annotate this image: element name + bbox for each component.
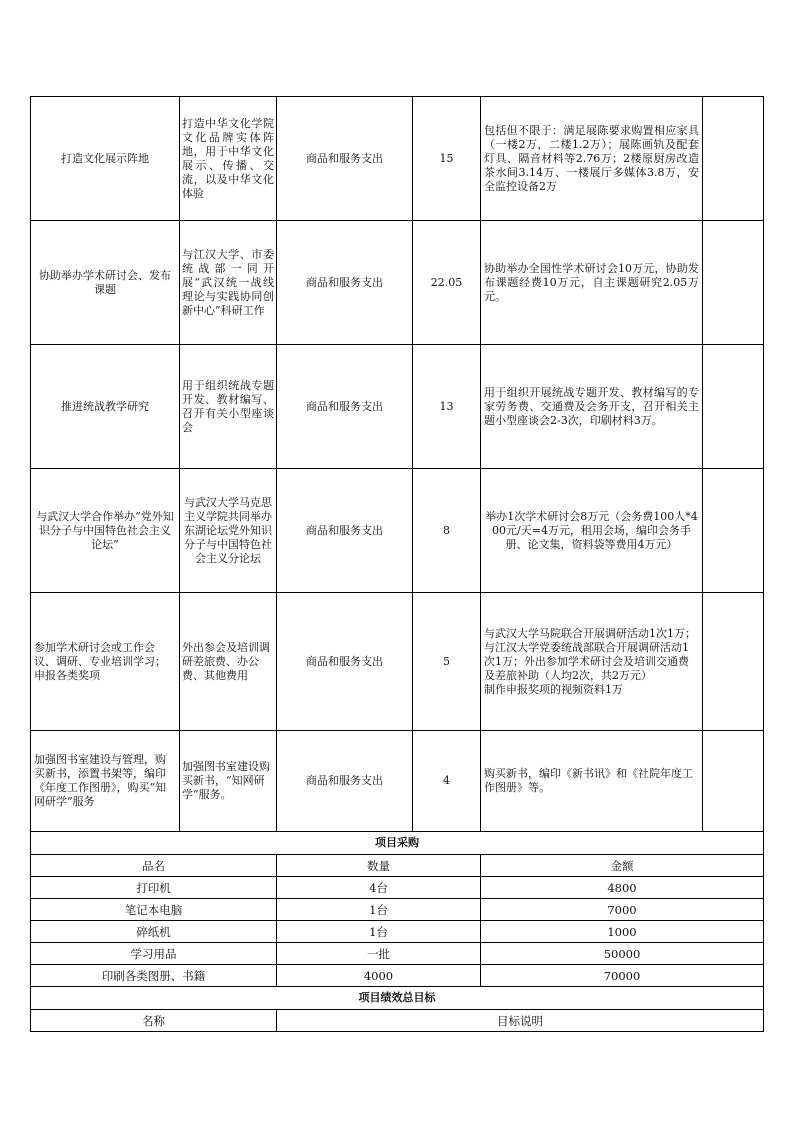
project-content: 与武汉大学马克思主义学院共同举办东湖论坛党外知识分子与中国特色社会主义分论坛 — [180, 469, 277, 593]
project-amount: 22.05 — [413, 221, 481, 345]
procurement-item-qty: 一批 — [277, 943, 481, 965]
procurement-item-amount: 4800 — [481, 877, 764, 899]
project-category: 商品和服务支出 — [277, 731, 413, 832]
project-category: 商品和服务支出 — [277, 97, 413, 221]
table-row — [31, 899, 764, 921]
procurement-header-name: 品名 — [31, 855, 277, 877]
project-detail — [481, 593, 703, 731]
project-note — [703, 221, 764, 345]
project-detail: 购买新书，编印《新书讯》和《社院年度工作图册》等。 — [481, 731, 703, 832]
table-row — [31, 731, 764, 832]
project-amount: 5 — [413, 593, 481, 731]
project-name: 推进统战教学研究 — [31, 345, 180, 469]
table-row — [31, 469, 764, 593]
project-amount: 4 — [413, 731, 481, 832]
project-detail: 举办1次学术研讨会8万元（会务费100人*400元/天=4万元，租用会场，编印会务手册、论文集，资料袋等费用4万元） — [481, 469, 703, 593]
project-category: 商品和服务支出 — [277, 593, 413, 731]
project-name: 打造文化展示阵地 — [31, 97, 180, 221]
table-row — [31, 943, 764, 965]
procurement-item-name: 学习用品 — [31, 943, 277, 965]
project-amount: 13 — [413, 345, 481, 469]
procurement-item-name: 笔记本电脑 — [31, 899, 277, 921]
project-content: 用于组织统战专题开发、教材编写、召开有关小型座谈会 — [180, 345, 277, 469]
table-row — [31, 921, 764, 943]
procurement-item-amount: 7000 — [481, 899, 764, 921]
procurement-title: 项目采购 — [31, 832, 764, 855]
project-name: 参加学术研讨会或工作会议、调研、专业培训学习；申报各类奖项 — [31, 593, 180, 731]
project-note — [703, 97, 764, 221]
project-detail: 协助举办全国性学术研讨会10万元，协助发布课题经费10万元，自主课题研究2.05万元。 — [481, 221, 703, 345]
project-amount: 15 — [413, 97, 481, 221]
table-row — [31, 221, 764, 345]
procurement-item-qty: 1台 — [277, 899, 481, 921]
procurement-item-amount: 50000 — [481, 943, 764, 965]
project-note — [703, 731, 764, 832]
performance-header-row — [31, 1010, 764, 1032]
project-content: 打造中华文化学院文化品牌实体阵地，用于中华文化展示、传播、交流，以及中华文化体验 — [180, 97, 277, 221]
project-category: 商品和服务支出 — [277, 221, 413, 345]
project-content: 加强图书室建设购买新书，“知网研学”服务。 — [180, 731, 277, 832]
table-row — [31, 965, 764, 987]
procurement-item-name: 印刷各类图册、书籍 — [31, 965, 277, 987]
procurement-header-qty: 数量 — [277, 855, 481, 877]
project-content: 外出参会及培训调研差旅费、办公费、其他费用 — [180, 593, 277, 731]
procurement-title-row — [31, 832, 764, 855]
project-detail: 用于组织开展统战专题开发、教材编写的专家劳务费、交通费及会务开支，召开相关主题小型座谈会2-3次，印刷材料3万。 — [481, 345, 703, 469]
procurement-item-qty: 4000 — [277, 965, 481, 987]
performance-title-row — [31, 987, 764, 1010]
project-name: 与武汉大学合作举办“党外知识分子与中国特色社会主义论坛” — [31, 469, 180, 593]
procurement-item-qty: 1台 — [277, 921, 481, 943]
procurement-item-amount: 1000 — [481, 921, 764, 943]
table-row — [31, 345, 764, 469]
performance-header-desc: 目标说明 — [277, 1010, 764, 1032]
project-detail-extra: 制作申报奖项的视频资料1万 — [484, 682, 623, 696]
procurement-item-name: 碎纸机 — [31, 921, 277, 943]
project-category: 商品和服务支出 — [277, 345, 413, 469]
project-category: 商品和服务支出 — [277, 469, 413, 593]
project-note — [703, 345, 764, 469]
table-row — [31, 877, 764, 899]
table-row — [31, 593, 764, 731]
procurement-header-amount: 金额 — [481, 855, 764, 877]
procurement-item-amount: 70000 — [481, 965, 764, 987]
project-detail: 包括但不限于：满足展陈要求购置相应家具（一楼2万，二楼1.2万）；展陈画轨及配套灯具、隔音材料等2.76万；2楼原厨房改造茶水间3.14万、一楼展厅多媒体3.8万，安全监控设备2万 — [481, 97, 703, 221]
project-name: 协助举办学术研讨会、发布课题 — [31, 221, 180, 345]
procurement-header-row — [31, 855, 764, 877]
table-row — [31, 97, 764, 221]
budget-table — [30, 96, 764, 1032]
project-detail-text: 与武汉大学马院联合开展调研活动1次1万；与江汉大学党委统战部联合开展调研活动1次1万；外出参加学术研讨会及培训交通费及差旅补助（人均2次，共2万元） — [484, 626, 696, 682]
project-name: 加强图书室建设与管理，购买新书，添置书架等，编印《年度工作图册》，购买“知网研学”服务 — [31, 731, 180, 832]
project-content: 与江汉大学、市委统战部一同开展“武汉统一战线理论与实践协同创新中心”科研工作 — [180, 221, 277, 345]
performance-header-name: 名称 — [31, 1010, 277, 1032]
procurement-item-name: 打印机 — [31, 877, 277, 899]
procurement-item-qty: 4台 — [277, 877, 481, 899]
project-note — [703, 593, 764, 731]
project-amount: 8 — [413, 469, 481, 593]
project-note — [703, 469, 764, 593]
performance-title: 项目绩效总目标 — [31, 987, 764, 1010]
